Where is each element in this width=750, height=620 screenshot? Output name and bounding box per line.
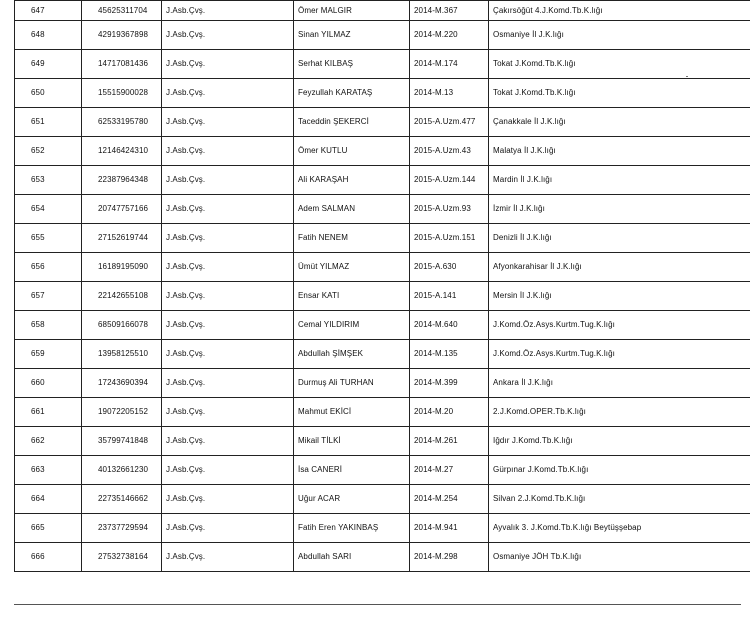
unit-cell: Tokat J.Komd.Tb.K.lığı [489, 50, 750, 79]
rank-cell: J.Asb.Çvş. [162, 253, 294, 282]
table-row [15, 1, 750, 21]
name-cell: Ömer MALGIR [294, 1, 410, 21]
rank-cell: J.Asb.Çvş. [162, 485, 294, 514]
table-row [15, 398, 750, 427]
name-cell: Cemal YILDIRIM [294, 311, 410, 340]
unit-cell: Çakırsöğüt 4.J.Komd.Tb.K.lığı [489, 1, 750, 21]
table-row [15, 485, 750, 514]
rank-cell: J.Asb.Çvş. [162, 79, 294, 108]
id-number-cell: 13958125510 [82, 340, 162, 369]
table-row [15, 50, 750, 79]
table-row [15, 253, 750, 282]
row-number-cell: 647 [15, 1, 82, 21]
unit-cell: İzmir İl J.K.lığı [489, 195, 750, 224]
registry-cell: 2015-A.630 [410, 253, 489, 282]
registry-cell: 2015-A.Uzm.43 [410, 137, 489, 166]
name-cell: Ensar KATI [294, 282, 410, 311]
table-row [15, 195, 750, 224]
row-number-cell: 654 [15, 195, 82, 224]
row-number-cell: 656 [15, 253, 82, 282]
id-number-cell: 16189195090 [82, 253, 162, 282]
unit-cell: Osmaniye İl J.K.lığı [489, 21, 750, 50]
table-row [15, 340, 750, 369]
unit-cell: Iğdır J.Komd.Tb.K.lığı [489, 427, 750, 456]
table-row [15, 282, 750, 311]
registry-cell: 2014-M.640 [410, 311, 489, 340]
table-row [15, 166, 750, 195]
registry-cell: 2014-M.27 [410, 456, 489, 485]
rank-cell: J.Asb.Çvş. [162, 543, 294, 572]
row-number-cell: 663 [15, 456, 82, 485]
unit-cell: Osmaniye JÖH Tb.K.lığı [489, 543, 750, 572]
name-cell: Ümüt YILMAZ [294, 253, 410, 282]
name-cell: Serhat KILBAŞ [294, 50, 410, 79]
unit-cell: J.Komd.Öz.Asys.Kurtm.Tug.K.lığı [489, 340, 750, 369]
table-row [15, 543, 750, 572]
rank-cell: J.Asb.Çvş. [162, 137, 294, 166]
unit-cell: Malatya İl J.K.lığı [489, 137, 750, 166]
table-row [15, 79, 750, 108]
table-row [15, 456, 750, 485]
rank-cell: J.Asb.Çvş. [162, 456, 294, 485]
id-number-cell: 27532738164 [82, 543, 162, 572]
rank-cell: J.Asb.Çvş. [162, 108, 294, 137]
personnel-table-body [15, 1, 750, 572]
id-number-cell: 19072205152 [82, 398, 162, 427]
registry-cell: 2015-A.Uzm.93 [410, 195, 489, 224]
personnel-table [14, 0, 750, 572]
rank-cell: J.Asb.Çvş. [162, 340, 294, 369]
registry-cell: 2014-M.135 [410, 340, 489, 369]
rank-cell: J.Asb.Çvş. [162, 369, 294, 398]
id-number-cell: 40132661230 [82, 456, 162, 485]
name-cell: Fatih NENEM [294, 224, 410, 253]
row-number-cell: 655 [15, 224, 82, 253]
scan-mark [686, 76, 688, 77]
unit-cell: Gürpınar J.Komd.Tb.K.lığı [489, 456, 750, 485]
rank-cell: J.Asb.Çvş. [162, 1, 294, 21]
unit-cell: Silvan 2.J.Komd.Tb.K.lığı [489, 485, 750, 514]
table-row [15, 224, 750, 253]
rank-cell: J.Asb.Çvş. [162, 166, 294, 195]
name-cell: Sinan YILMAZ [294, 21, 410, 50]
rank-cell: J.Asb.Çvş. [162, 224, 294, 253]
row-number-cell: 664 [15, 485, 82, 514]
registry-cell: 2015-A.Uzm.477 [410, 108, 489, 137]
registry-cell: 2014-M.261 [410, 427, 489, 456]
id-number-cell: 27152619744 [82, 224, 162, 253]
name-cell: Abdullah ŞİMŞEK [294, 340, 410, 369]
row-number-cell: 649 [15, 50, 82, 79]
registry-cell: 2014-M.220 [410, 21, 489, 50]
row-number-cell: 666 [15, 543, 82, 572]
name-cell: Uğur ACAR [294, 485, 410, 514]
page-bottom-rule [14, 604, 741, 605]
name-cell: Ömer KUTLU [294, 137, 410, 166]
registry-cell: 2015-A.Uzm.151 [410, 224, 489, 253]
registry-cell: 2014-M.298 [410, 543, 489, 572]
table-row [15, 137, 750, 166]
id-number-cell: 14717081436 [82, 50, 162, 79]
table-row [15, 108, 750, 137]
unit-cell: Tokat J.Komd.Tb.K.lığı [489, 79, 750, 108]
id-number-cell: 42919367898 [82, 21, 162, 50]
name-cell: Adem SALMAN [294, 195, 410, 224]
row-number-cell: 660 [15, 369, 82, 398]
id-number-cell: 15515900028 [82, 79, 162, 108]
id-number-cell: 22735146662 [82, 485, 162, 514]
name-cell: Feyzullah KARATAŞ [294, 79, 410, 108]
registry-cell: 2014-M.367 [410, 1, 489, 21]
rank-cell: J.Asb.Çvş. [162, 398, 294, 427]
row-number-cell: 661 [15, 398, 82, 427]
row-number-cell: 648 [15, 21, 82, 50]
unit-cell: Çanakkale İl J.K.lığı [489, 108, 750, 137]
table-row [15, 427, 750, 456]
row-number-cell: 665 [15, 514, 82, 543]
row-number-cell: 651 [15, 108, 82, 137]
id-number-cell: 17243690394 [82, 369, 162, 398]
table-row [15, 311, 750, 340]
table-row [15, 369, 750, 398]
registry-cell: 2014-M.399 [410, 369, 489, 398]
name-cell: Mikail TİLKİ [294, 427, 410, 456]
id-number-cell: 12146424310 [82, 137, 162, 166]
name-cell: İsa CANERİ [294, 456, 410, 485]
unit-cell: Afyonkarahisar İl J.K.lığı [489, 253, 750, 282]
id-number-cell: 23737729594 [82, 514, 162, 543]
registry-cell: 2015-A.141 [410, 282, 489, 311]
name-cell: Ali KARAŞAH [294, 166, 410, 195]
id-number-cell: 62533195780 [82, 108, 162, 137]
row-number-cell: 650 [15, 79, 82, 108]
rank-cell: J.Asb.Çvş. [162, 514, 294, 543]
unit-cell: Denizli İl J.K.lığı [489, 224, 750, 253]
rank-cell: J.Asb.Çvş. [162, 50, 294, 79]
unit-cell: 2.J.Komd.OPER.Tb.K.lığı [489, 398, 750, 427]
registry-cell: 2014-M.254 [410, 485, 489, 514]
registry-cell: 2014-M.941 [410, 514, 489, 543]
unit-cell: Ayvalık 3. J.Komd.Tb.K.lığı Beytüşşebap [489, 514, 750, 543]
registry-cell: 2015-A.Uzm.144 [410, 166, 489, 195]
id-number-cell: 22387964348 [82, 166, 162, 195]
registry-cell: 2014-M.13 [410, 79, 489, 108]
table-row [15, 21, 750, 50]
rank-cell: J.Asb.Çvş. [162, 311, 294, 340]
unit-cell: J.Komd.Öz.Asys.Kurtm.Tug.K.lığı [489, 311, 750, 340]
id-number-cell: 68509166078 [82, 311, 162, 340]
row-number-cell: 657 [15, 282, 82, 311]
rank-cell: J.Asb.Çvş. [162, 195, 294, 224]
registry-cell: 2014-M.174 [410, 50, 489, 79]
id-number-cell: 45625311704 [82, 1, 162, 21]
row-number-cell: 652 [15, 137, 82, 166]
rank-cell: J.Asb.Çvş. [162, 427, 294, 456]
rank-cell: J.Asb.Çvş. [162, 21, 294, 50]
document-page [14, 0, 741, 572]
row-number-cell: 659 [15, 340, 82, 369]
name-cell: Fatih Eren YAKINBAŞ [294, 514, 410, 543]
unit-cell: Mardin İl J.K.lığı [489, 166, 750, 195]
unit-cell: Ankara İl J.K.lığı [489, 369, 750, 398]
name-cell: Taceddin ŞEKERCİ [294, 108, 410, 137]
name-cell: Abdullah SARI [294, 543, 410, 572]
row-number-cell: 653 [15, 166, 82, 195]
id-number-cell: 35799741848 [82, 427, 162, 456]
name-cell: Mahmut EKİCİ [294, 398, 410, 427]
unit-cell: Mersin İl J.K.lığı [489, 282, 750, 311]
table-row [15, 514, 750, 543]
rank-cell: J.Asb.Çvş. [162, 282, 294, 311]
row-number-cell: 662 [15, 427, 82, 456]
id-number-cell: 22142655108 [82, 282, 162, 311]
registry-cell: 2014-M.20 [410, 398, 489, 427]
row-number-cell: 658 [15, 311, 82, 340]
name-cell: Durmuş Ali TURHAN [294, 369, 410, 398]
id-number-cell: 20747757166 [82, 195, 162, 224]
